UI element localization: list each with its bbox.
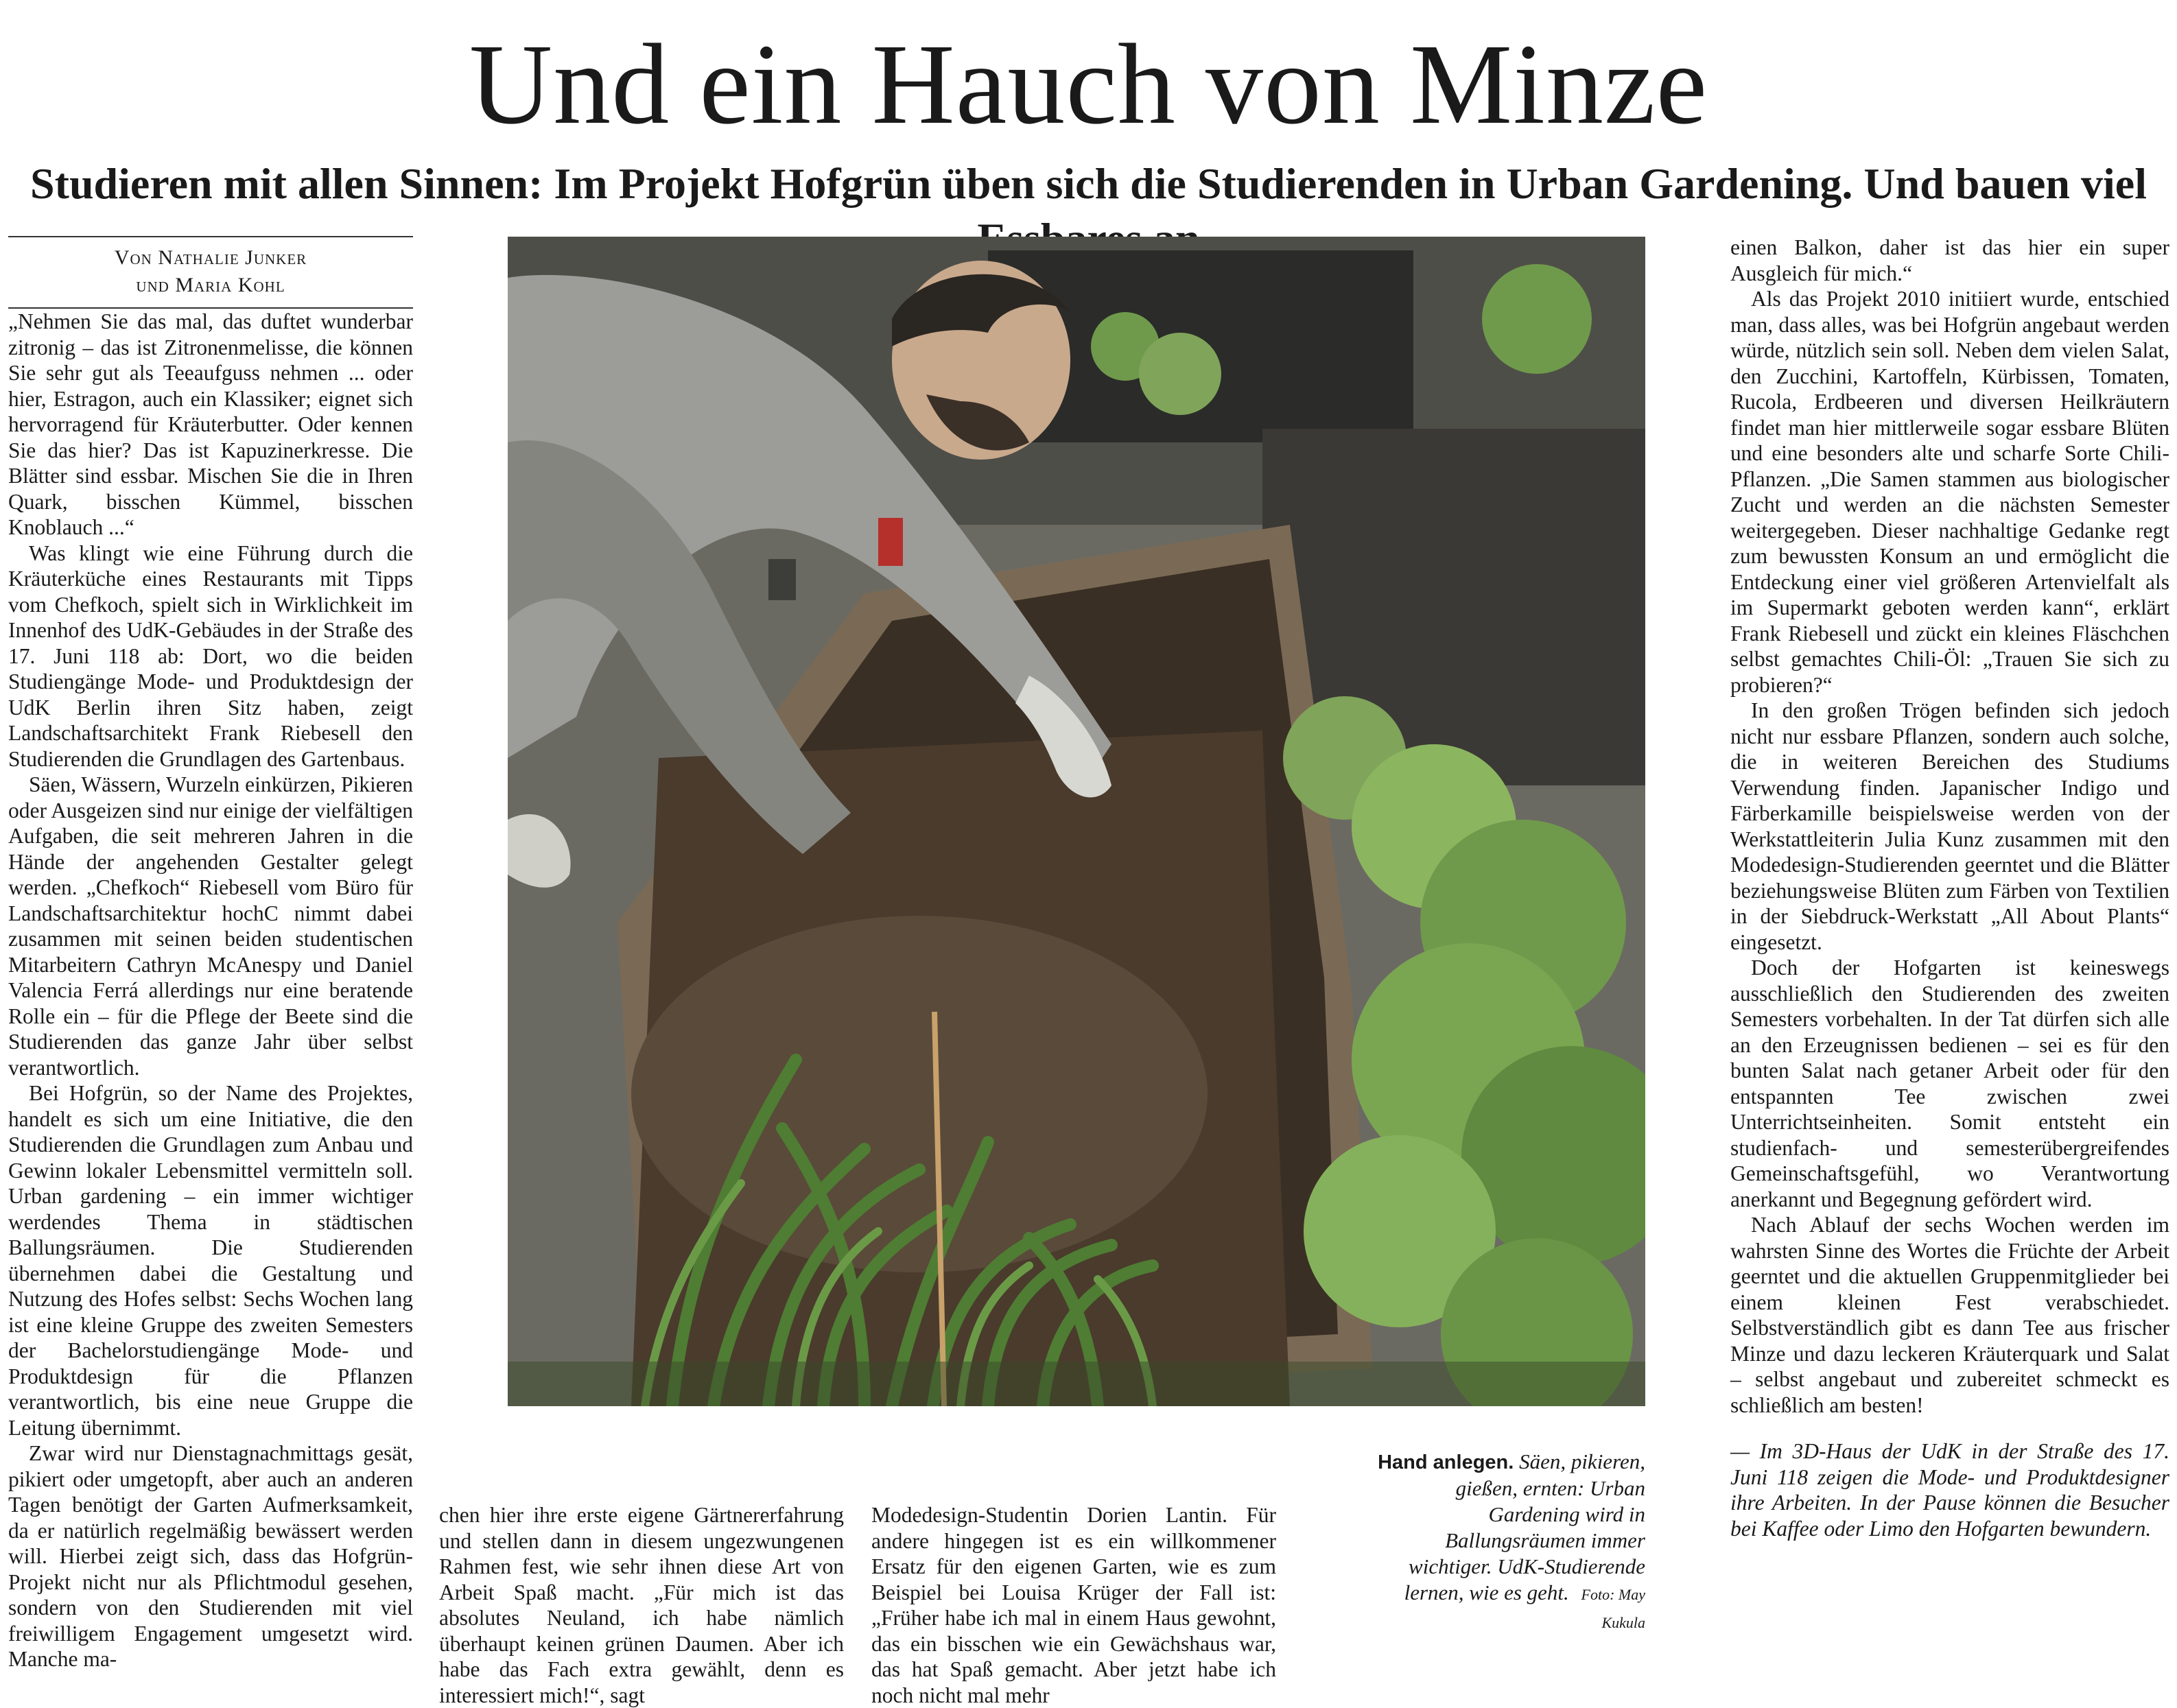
caption-text: Säen, pikieren, gießen, ernten: Urban Gardening wird in Ballungsräumen immer wichtiger. UdK-Studierende lernen, wie es geht.	[1404, 1449, 1645, 1604]
paragraph: Modedesign-Studentin Dorien Lantin. Für andere hingegen ist es ein willkommener Ersatz für den eigenen Garten, wie es zum Beispiel bei Louisa Krüger der Fall ist: „Früher habe ich mal in einem Haus gewohnt, das ein bisschen wie ein Gewächshaus war, das hat Spaß gemacht. Aber jetzt habe ich noch nicht mal mehr	[871, 1503, 1276, 1707]
article-column-3	[871, 1502, 1276, 1708]
paragraph: Nach Ablauf der sechs Wochen werden im wahrsten Sinne des Wortes die Früchte der Arbeit geerntet und die aktuellen Gruppenmitglieder bei einem kleinen Fest verabschiedet. Selbstverständlich gibt es dann Tee aus frischer Minze und dazu leckeren Kräuterquark und Salat – selbst angebaut und zubereitet schmeckt es schließlich am besten!	[1730, 1213, 2169, 1417]
article-column-4	[1730, 235, 2169, 1541]
paragraph: Was klingt wie eine Führung durch die Kräuterküche eines Restaurants mit Tipps vom Chefkoch, spielt sich in Wirklichkeit im Innenhof des UdK-Gebäudes in der Straße des 17. Juni 118 ab: Dort, wo die beiden Studiengänge Mode- und Produktdesign der UdK Berlin ihren Sitz haben, zeigt Landschaftsarchitekt Frank Riebesell den Studierenden die Grundlagen des Gartenbaus.	[8, 541, 413, 771]
article-column-1	[8, 309, 413, 1672]
caption-lead: Hand anlegen.	[1378, 1451, 1514, 1473]
paragraph: chen hier ihre erste eigene Gärtnererfahrung und stellen dann in diesem ungezwungenen Rahmen fest, wie sehr ihnen diese Art von Arbeit Spaß macht. „Für mich ist das absolutes Neuland, ich habe nämlich überhaupt keinen grünen Daumen. Aber ich habe das Fach extra gewählt, denn es interessiert mich!“, sagt	[439, 1503, 844, 1707]
article-photo	[508, 237, 1645, 1406]
photo-caption	[1365, 1449, 1645, 1636]
byline-line-1: Von Nathalie Junker	[114, 246, 307, 269]
headline: Und ein Hauch von Minze	[469, 21, 1708, 148]
paragraph: „Nehmen Sie das mal, das duftet wunderbar zitronig – das ist Zitronenmelisse, die können Sie sehr gut als Teeaufguss nehmen ... oder hier, Estragon, auch ein Klassiker; eignet sich hervorragend für Kräuterbutter. Oder kennen Sie das hier? Das ist Kapuzinerkresse. Die Blätter sind essbar. Mischen Sie die in Ihren Quark, bisschen Kümmel, bisschen Knoblauch ...“	[8, 309, 413, 539]
closing-note: — Im 3D-Haus der UdK in der Straße des 17. Juni 118 zeigen die Mode- und Produktdesigner ihre Arbeiten. In der Pause können die Besucher bei Kaffee oder Limo den Hofgarten bewundern.	[1730, 1439, 2169, 1541]
paragraph: Säen, Wässern, Wurzeln einkürzen, Pikieren oder Ausgeizen sind nur einige der vielfältigen Aufgaben, die seit mehreren Jahren in die Hände der angehenden Gestalter gelegt werden. „Chefkoch“ Riebesell vom Büro für Landschaftsarchitektur hochC nimmt dabei zusammen mit seinen beiden studentischen Mitarbeitern Cathryn McAnespy und Daniel Valencia Ferrá allerdings nur eine beratende Rolle ein – für die Pflege der Beete sind die Studierenden das ganze Jahr über selbst verantwortlich.	[8, 772, 414, 1080]
paragraph: einen Balkon, daher ist das hier ein super Ausgleich für mich.“	[1730, 235, 2169, 285]
byline	[8, 236, 413, 309]
paragraph: Als das Projekt 2010 initiiert wurde, entschied man, dass alles, was bei Hofgrün angebaut werden würde, nützlich sein soll. Neben dem vielen Salat, den Zucchini, Kartoffeln, Kürbissen, Tomaten, Rucola, Erdbeeren und diversen Heilkräutern findet man hier mittlerweile sogar essbare Blüten und eine besonders alte und scharfe Sorte Chili-Pflanzen. „Die Samen stammen aus biologischer Zucht und werden an die nächsten Semester weitergegeben. Dieser nachhaltige Gedanke regt zum bewussten Konsum an und ermöglicht die Entdeckung einer viel größeren Artenvielfalt als im Supermarkt geboten werden kann“, erklärt Frank Riebesell und zückt ein kleines Fläschchen selbst gemachtes Chili-Öl: „Trauen Sie sich zu probieren?“	[1730, 287, 2169, 697]
paragraph: In den großen Trögen befinden sich jedoch nicht nur essbare Pflanzen, sondern auch solche, die in weiteren Bereichen des Studiums Verwendung finden. Japanischer Indigo und Färberkamille beispielsweise werden von der Werkstattleiterin Julia Kunz zusammen mit den Modedesign-Studierenden geerntet und die Blätter beziehungsweise Blüten zum Färben von Textilien in der Siebdruck-Werkstatt „All About Plants“ eingesetzt.	[1730, 698, 2169, 954]
article-column-2	[439, 1502, 844, 1708]
subheadline: Studieren mit allen Sinnen: Im Projekt Hofgrün üben sich die Studierenden in Urban Gardening. Und bauen viel	[30, 159, 2147, 208]
garden-photo-illustration	[508, 237, 1645, 1406]
byline-line-2: und Maria Kohl	[136, 274, 285, 296]
paragraph: Bei Hofgrün, so der Name des Projektes, handelt es sich um eine Initiative, die den Studierenden die Grundlagen zum Anbau und Gewinn lokaler Lebensmittel vermitteln soll. Urban gardening – ein immer wichtiger werdendes Thema in städtischen Ballungsräumen. Die Studierenden übernehmen dabei die Gestaltung und Nutzung des Hofes selbst: Sechs Wochen lang ist eine kleine Gruppe des zweiten Semesters der Bachelorstudiengänge Mode- und Produktdesign für die Pflanzen verantwortlich, bis eine neue Gruppe die Leitung übernimmt.	[8, 1081, 413, 1440]
paragraph: Doch der Hofgarten ist keineswegs ausschließlich den Studierenden des zweiten Semesters vorbehalten. In der Tat dürfen sich alle an den Erzeugnissen bedienen – sei es für den bunten Salat nach getaner Arbeit oder für den entspannten Tee zwischen zwei Unterrichtseinheiten. Somit entsteht ein studienfach- und semesterübergreifendes Gemeinschaftsgefühl, wo Verantwortung anerkannt und Begegnung gefördert wird.	[1730, 956, 2169, 1211]
paragraph: Zwar wird nur Dienstagnachmittags gesät, pikiert oder umgetopft, aber auch an anderen Tagen benötigt der Garten Aufmerksamkeit, da er natürlich regelmäßig bewässert werden will. Hierbei zeigt sich, dass das Hofgrün-Projekt nicht nur als Pflichtmodul gesehen, sondern von den Studierenden mit viel freiwilligem Engagement umgesetzt wird. Manche ma-	[8, 1441, 413, 1671]
photo-credit: Foto: May Kukula	[1581, 1586, 1645, 1631]
